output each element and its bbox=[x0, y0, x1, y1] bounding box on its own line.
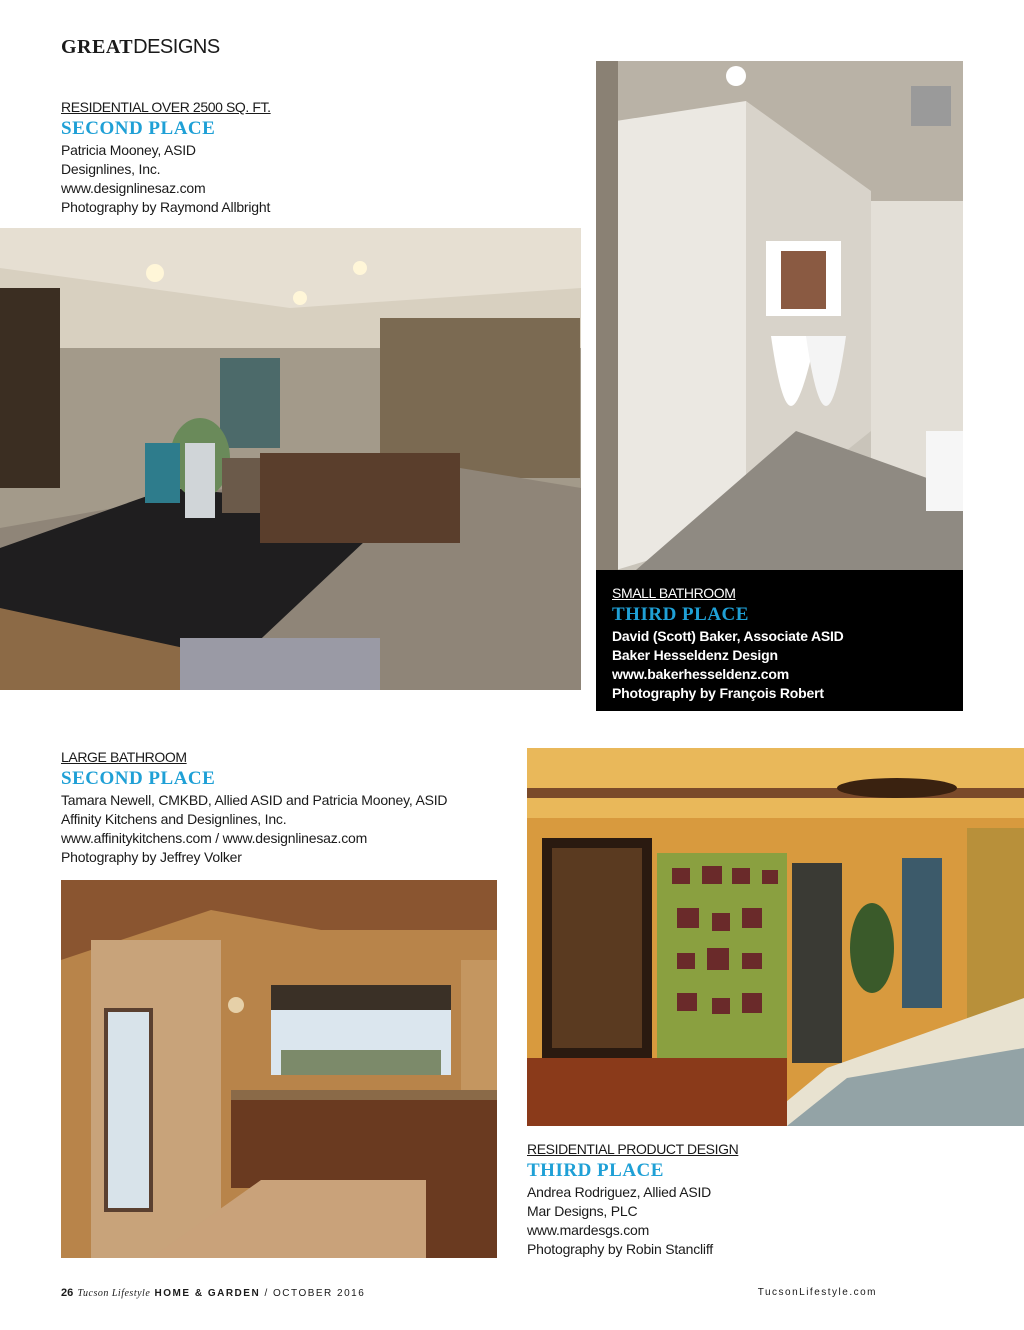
firm-name: Baker Hesseldenz Design bbox=[612, 647, 778, 663]
award-block-product-design bbox=[527, 1140, 987, 1259]
photo-credit: Photography by François Robert bbox=[612, 685, 824, 701]
award-category: LARGE BATHROOM bbox=[61, 749, 187, 765]
website: www.mardesgs.com bbox=[527, 1222, 650, 1238]
designer-name: Tamara Newell, CMKBD, Allied ASID and Patricia Mooney, ASID bbox=[61, 792, 448, 808]
issue-date: OCTOBER 2016 bbox=[273, 1288, 366, 1299]
section-header bbox=[61, 36, 220, 59]
award-category: RESIDENTIAL PRODUCT DESIGN bbox=[527, 1141, 739, 1157]
photo-credit: Photography by Robin Stancliff bbox=[527, 1241, 713, 1257]
website: www.affinitykitchens.com / www.designlinesaz.com bbox=[61, 830, 368, 846]
page-number: 26 bbox=[61, 1287, 74, 1299]
designer-name: Patricia Mooney, ASID bbox=[61, 142, 196, 158]
firm-name: Mar Designs, PLC bbox=[527, 1203, 638, 1219]
award-place: THIRD PLACE bbox=[612, 604, 749, 625]
award-block-large-bathroom bbox=[61, 748, 521, 867]
firm-name: Designlines, Inc. bbox=[61, 161, 161, 177]
designer-name: David (Scott) Baker, Associate ASID bbox=[612, 628, 844, 644]
award-place: SECOND PLACE bbox=[61, 768, 216, 789]
website: www.bakerhesseldenz.com bbox=[612, 666, 789, 682]
magazine-name: Tucson Lifestyle bbox=[77, 1288, 151, 1299]
section-header-light: DESIGNS bbox=[133, 36, 220, 58]
small-bathroom-photo bbox=[596, 61, 963, 570]
magazine-edition: HOME & GARDEN bbox=[154, 1288, 261, 1299]
photo-credit: Photography by Raymond Allbright bbox=[61, 199, 271, 215]
award-place: SECOND PLACE bbox=[61, 118, 216, 139]
designer-name: Andrea Rodriguez, Allied ASID bbox=[527, 1184, 712, 1200]
bedroom-photo bbox=[527, 748, 1024, 1126]
footer-left bbox=[61, 1287, 365, 1299]
kitchen-photo bbox=[0, 228, 581, 690]
award-place: THIRD PLACE bbox=[527, 1160, 664, 1181]
award-category: RESIDENTIAL OVER 2500 SQ. FT. bbox=[61, 99, 271, 115]
award-block-residential bbox=[61, 98, 581, 217]
award-category: SMALL BATHROOM bbox=[612, 585, 736, 601]
firm-name: Affinity Kitchens and Designlines, Inc. bbox=[61, 811, 287, 827]
award-block-small-bathroom bbox=[596, 570, 963, 711]
photo-credit: Photography by Jeffrey Volker bbox=[61, 849, 242, 865]
footer-website: TucsonLifestyle.com bbox=[757, 1287, 877, 1298]
large-bathroom-photo bbox=[61, 880, 497, 1258]
section-header-bold: GREAT bbox=[61, 36, 134, 58]
footer-separator: / bbox=[264, 1288, 269, 1299]
website: www.designlinesaz.com bbox=[61, 180, 206, 196]
